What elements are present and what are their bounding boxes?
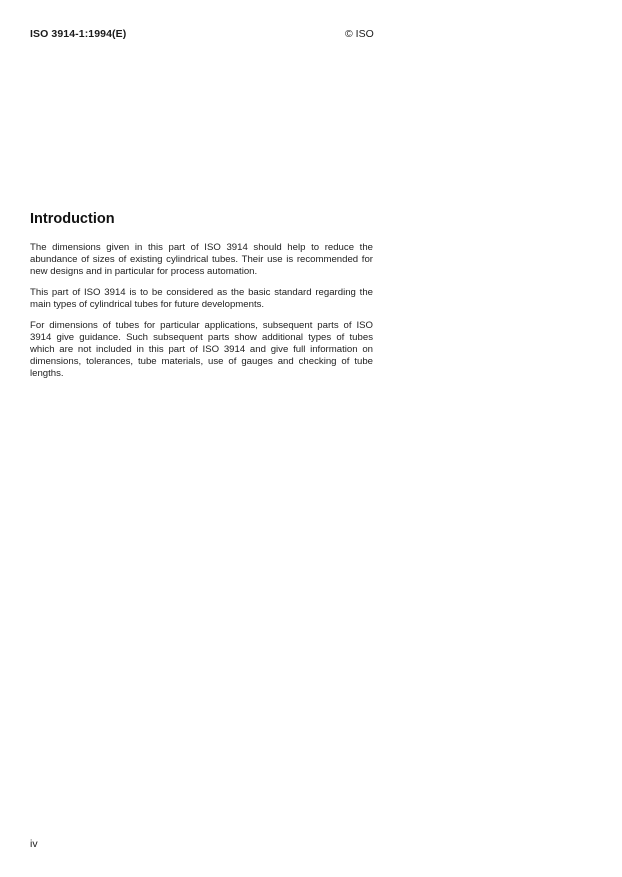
paragraph: For dimensions of tubes for particular applications, subsequent parts of ISO 3914 give guidance. Such subsequent parts show additional types of tubes which are not included in this part of ISO 3914 and give full information on dimensions, tolerances, tube materials, use of gauges and checking of tube lengths.	[30, 320, 373, 379]
section-title: Introduction	[30, 211, 115, 227]
paragraph: This part of ISO 3914 is to be considered as the basic standard regarding the main types of cylindrical tubes for future developments.	[30, 287, 373, 310]
document-identifier: ISO 3914-1:1994(E)	[30, 28, 127, 40]
paragraph: The dimensions given in this part of ISO 3914 should help to reduce the abundance of sizes of existing cylindrical tubes. Their use is recommended for new designs and in particular for process automation.	[30, 242, 373, 277]
introduction-body	[30, 242, 373, 389]
page-number: iv	[30, 838, 38, 850]
copyright-notice: © ISO	[345, 28, 374, 40]
